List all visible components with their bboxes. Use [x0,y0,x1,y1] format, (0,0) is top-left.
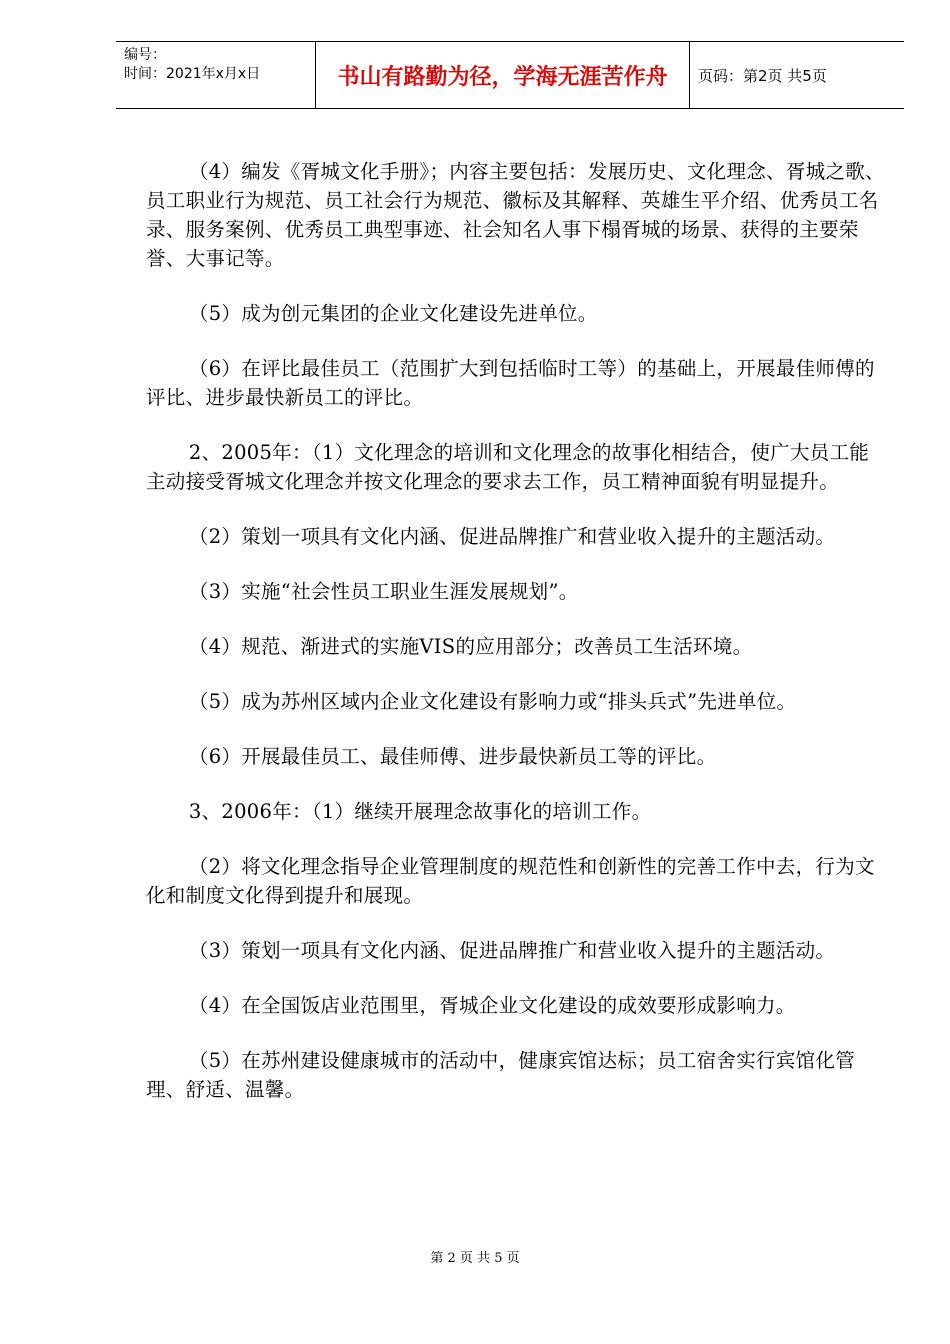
body-paragraph: （5）在苏州建设健康城市的活动中，健康宾馆达标；员工宿舍实行宾馆化管理、舒适、温馨。 [146,1049,855,1101]
body-paragraph: （4）在全国饭店业范围里，胥城企业文化建设的成效要形成影响力。 [188,994,796,1017]
body-paragraph: （4）规范、渐进式的实施VIS的应用部分；改善员工生活环境。 [188,635,753,658]
header-page-number: 页码：第2页 共5页 [698,66,827,85]
body-paragraph: （4）编发《胥城文化手册》；内容主要包括：发展历史、文化理念、胥城之歌、员工职业行为规范、员工社会行为规范、徽标及其解释、英雄生平介绍、优秀员工名录、服务案例、优秀员工典型事迹、社会知名人事下榻胥城的场景、获得的主要荣誉、大事记等。 [146,160,885,270]
document-time-label: 时间：2021年x月x日 [124,66,261,82]
body-paragraph: 2、2005年：（1）文化理念的培训和文化理念的故事化相结合，使广大员工能主动接受胥城文化理念并按文化理念的要求去工作，员工精神面貌有明显提升。 [146,441,870,493]
body-paragraph: 3、2006年：（1）继续开展理念故事化的培训工作。 [188,800,652,823]
header-meta-cell [116,42,316,108]
page-header [116,41,904,109]
body-paragraph: （5）成为创元集团的企业文化建设先进单位。 [188,302,598,325]
document-number-label: 编号： [124,47,166,63]
body-paragraph: （6）开展最佳员工、最佳师傅、进步最快新员工等的评比。 [188,745,717,768]
body-paragraph: （2）策划一项具有文化内涵、促进品牌推广和营业收入提升的主题活动。 [188,525,836,548]
page-footer: 第 2 页 共 5 页 [430,1251,520,1266]
body-paragraph: （2）将文化理念指导企业管理制度的规范性和创新性的完善工作中去，行为文化和制度文化得到提升和展现。 [146,855,875,907]
body-paragraph: （6）在评比最佳员工（范围扩大到包括临时工等）的基础上，开展最佳师傅的评比、进步最快新员工的评比。 [146,357,875,409]
header-motto: 书山有路勤为径，学海无涯苦作舟 [316,42,690,108]
body-paragraph: （3）实施“社会性员工职业生涯发展规划”。 [188,580,579,603]
body-paragraph: （3）策划一项具有文化内涵、促进品牌推广和营业收入提升的主题活动。 [188,939,836,962]
document-body [146,157,886,1130]
body-paragraph: （5）成为苏州区域内企业文化建设有影响力或“排头兵式”先进单位。 [188,690,797,713]
